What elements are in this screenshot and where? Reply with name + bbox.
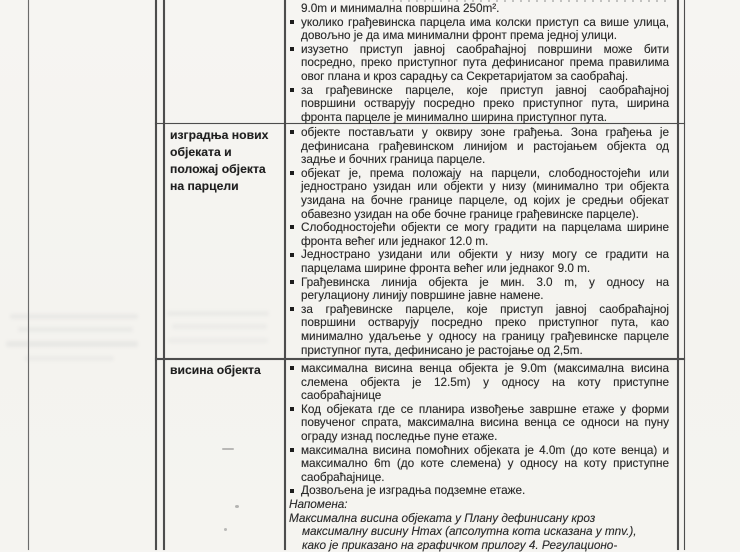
text-line: овог плана и кроз сарадњу са Секретаријатом за саобраћај. — [301, 68, 629, 83]
text-line: фронта већег или једнаког 12.0 m. — [301, 233, 489, 248]
row2-label-cell — [170, 127, 280, 195]
text-line: посредно, преко приступног пута дефинисаног према правилима — [301, 55, 669, 70]
text-line: за грађевинске парцеле, које приступ јавној саобраћајној — [301, 82, 669, 97]
square-bullet-icon — [290, 407, 294, 411]
bullet-item — [289, 84, 669, 125]
bleedthrough-smudge — [6, 341, 138, 347]
table-border-left-outer — [155, 0, 157, 550]
text-line: 9.0m и минимална површина 250m². — [301, 1, 500, 15]
text-line: саобраћајнице. — [301, 469, 385, 484]
text-line: задње и бочних граница парцеле. — [301, 152, 486, 167]
square-bullet-icon — [290, 20, 294, 24]
bleedthrough-smudge — [24, 356, 114, 361]
row1-content-cell — [289, 2, 669, 124]
square-bullet-icon — [290, 47, 294, 51]
bleedthrough-smudge — [172, 324, 267, 329]
text-line: повученог спрата, максимална висина венца се односи на пуну — [301, 415, 669, 430]
table-border-left-inner — [163, 0, 165, 550]
row-divider-2 — [155, 358, 685, 360]
text-line: максимална висина венца објекта је 9.0m (максимална висина — [301, 361, 669, 375]
text-line: једнострано узидан или објекти у низу (минимално три објекта — [301, 179, 669, 194]
text-line: саобраћајнице — [301, 388, 382, 403]
table-border-right-inner — [677, 0, 679, 550]
text-line: максимална висина помоћних објеката је 4.0m (до коте венца) и — [301, 442, 669, 457]
bullet-item — [289, 403, 669, 444]
scan-speck — [235, 505, 239, 508]
text-line: минимално удаљење у односу на границу грађевинске парцеле — [301, 328, 669, 343]
bullet-item — [289, 126, 669, 167]
square-bullet-icon — [290, 130, 294, 134]
text-line: површини остварују посредно преко приступног пута, ширина — [301, 96, 669, 111]
table-border-right-outer — [684, 0, 686, 550]
note-line: максималну висину Hmax (апсолутна кота исказана у mnv.), — [302, 524, 637, 539]
row2-content-cell — [289, 126, 669, 357]
bullet-item — [289, 303, 669, 357]
note-line: Максимална висина објеката у Плану дефинисану кроз — [289, 510, 596, 525]
text-line: приступног пута, дефинисано је растојање од 2,5m. — [301, 342, 583, 357]
text-line: слемена објекта је 12.5m) у односу на коту приступне — [301, 374, 669, 389]
text-line: ограду изнад последње пуне етаже. — [301, 428, 498, 443]
bullet-item — [289, 43, 669, 84]
text-line: обавезно узидан на обе бочне границе грађевинске парцеле). — [301, 206, 639, 221]
bullet-item — [289, 276, 669, 303]
text-line: регулациону линију површине јавне намене. — [301, 288, 544, 303]
text-line: довољно је да има минимални фронт према једној улици. — [301, 28, 617, 43]
continuation-item — [289, 2, 669, 16]
row-label-line: на парцели — [170, 179, 239, 193]
square-bullet-icon — [290, 448, 294, 452]
column-divider — [284, 0, 286, 550]
note-body — [289, 512, 669, 552]
row-label-line: положај објекта — [170, 162, 266, 176]
row-label-line: објеката и — [170, 145, 232, 159]
text-line: Слободностојећи објекти се могу градити на парцелама ширине — [301, 220, 669, 235]
text-line: узидана на бочне границе парцеле, од којих је средњи објекат — [301, 192, 669, 207]
bleedthrough-smudge — [10, 314, 138, 319]
square-bullet-icon — [290, 489, 294, 493]
text-line: објекат је, према положају на парцели, слободностојећи или — [301, 165, 669, 180]
square-bullet-icon — [290, 225, 294, 229]
text-line: површини остварују посредно преко приступног пута, као — [301, 315, 669, 330]
row-label-line: изградња нових — [170, 128, 269, 142]
note-heading: Напомена: — [289, 496, 348, 511]
text-line: максимално 6m (до коте слемена) у односу на коту приступне — [301, 456, 669, 471]
row3-label-cell — [170, 362, 280, 379]
text-line: Дозвољена је изградња подземне етаже. — [301, 483, 526, 498]
text-line: Код објеката где се планира извођење завршне етаже у форми — [301, 401, 669, 416]
text-line: фронта парцеле је минимално ширина приступног пута. — [301, 109, 607, 124]
row3-content-cell — [289, 362, 669, 552]
bleedthrough-smudge — [167, 311, 269, 316]
row-label-line: висина објекта — [170, 363, 261, 377]
bleedthrough-smudge — [18, 327, 133, 332]
note-line: како је приказано на графичком прилогу 4. Регулационо- — [302, 537, 618, 552]
text-line: објекте постављати у оквиру зоне грађења. Зона грађења је — [301, 125, 669, 139]
bullet-item — [289, 362, 669, 403]
scan-speck — [224, 528, 227, 531]
bullet-item — [289, 167, 669, 221]
text-line: дефинисана грађевинском линијом и растојањем објекта од — [301, 138, 669, 153]
text-line: Грађевинска линија објекта је мин. 3.0 m, у односу на — [301, 274, 669, 289]
square-bullet-icon — [290, 307, 294, 311]
page-margin-line — [28, 0, 29, 550]
square-bullet-icon — [290, 253, 294, 257]
text-line: уколико грађевинска парцела има колски приступ са више улица, — [301, 14, 669, 29]
bullet-item — [289, 221, 669, 248]
square-bullet-icon — [290, 171, 294, 175]
text-line: изузетно приступ јавној саобраћајној површини може бити — [301, 41, 669, 56]
text-line: парцелама ширине фронта већег или једнаког 9.0 m. — [301, 260, 591, 275]
scan-speck — [222, 448, 234, 450]
text-line: за грађевинске парцеле, које приступ јавној саобраћајној — [301, 301, 669, 316]
note-block — [289, 498, 669, 552]
square-bullet-icon — [290, 280, 294, 284]
bleedthrough-smudge — [168, 338, 268, 343]
bullet-item — [289, 484, 669, 498]
text-line: Једнострано узидани или објекти у низу могу се градити на — [301, 247, 669, 262]
square-bullet-icon — [290, 366, 294, 370]
square-bullet-icon — [290, 88, 294, 92]
bullet-item — [289, 248, 669, 275]
bullet-item — [289, 444, 669, 485]
bullet-item — [289, 16, 669, 43]
